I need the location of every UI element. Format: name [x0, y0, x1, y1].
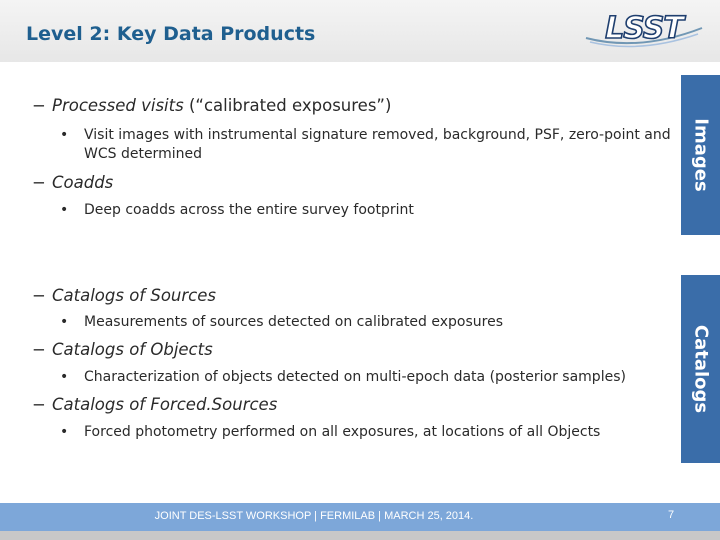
bullet-marker: •	[60, 127, 69, 143]
coadds-title: Coadds	[52, 173, 114, 192]
dash-marker: −	[32, 340, 46, 359]
processed-visits-item	[32, 96, 391, 115]
processed-visits-desc-text: Visit images with instrumental signature removed, background, PSF, zero-point and WCS determined	[84, 127, 671, 162]
catalogs-of-sources-description	[60, 313, 503, 332]
catalogs-of-forced-sources-title: Catalogs of Forced.Sources	[52, 395, 278, 414]
coadds-desc-text: Deep coadds across the entire survey footprint	[84, 202, 414, 218]
images-tab-label: Images	[690, 118, 711, 192]
page-number: 7	[668, 509, 675, 521]
processed-visits-description	[60, 126, 674, 164]
catalogs-tab-label: Catalogs	[690, 324, 711, 414]
catalogs-of-objects-item	[32, 340, 213, 359]
dash-marker: −	[32, 173, 46, 192]
catalogs-of-objects-description	[60, 368, 626, 387]
coadds-item	[32, 173, 113, 192]
processed-visits-suffix: (“calibrated exposures”)	[183, 96, 392, 115]
catalogs-of-forced-sources-item	[32, 395, 277, 414]
catalogs-of-forced-sources-desc-text: Forced photometry performed on all exposures, at locations of all Objects	[84, 424, 601, 440]
slide-title: Level 2: Key Data Products	[26, 23, 316, 45]
bullet-marker: •	[60, 424, 69, 440]
catalogs-side-tab	[681, 275, 720, 463]
coadds-description	[60, 201, 414, 220]
catalogs-of-sources-item	[32, 286, 216, 305]
dash-marker: −	[32, 96, 46, 115]
catalogs-of-objects-title: Catalogs of Objects	[52, 340, 213, 359]
processed-visits-title: Processed visits	[52, 96, 184, 115]
bullet-marker: •	[60, 369, 69, 385]
catalogs-of-forced-sources-description	[60, 423, 600, 442]
bullet-marker: •	[60, 314, 69, 330]
images-side-tab	[681, 75, 720, 235]
catalogs-of-sources-title: Catalogs of Sources	[52, 286, 216, 305]
logo-text: LSST	[605, 11, 683, 46]
dash-marker: −	[32, 395, 46, 414]
footer-text: JOINT DES-LSST WORKSHOP | FERMILAB | MARCH 25, 2014.	[154, 510, 474, 522]
bullet-marker: •	[60, 202, 69, 218]
catalogs-of-objects-desc-text: Characterization of objects detected on multi-epoch data (posterior samples)	[84, 369, 626, 385]
catalogs-of-sources-desc-text: Measurements of sources detected on calibrated exposures	[84, 314, 504, 330]
dash-marker: −	[32, 286, 46, 305]
footer-strip	[0, 531, 720, 540]
